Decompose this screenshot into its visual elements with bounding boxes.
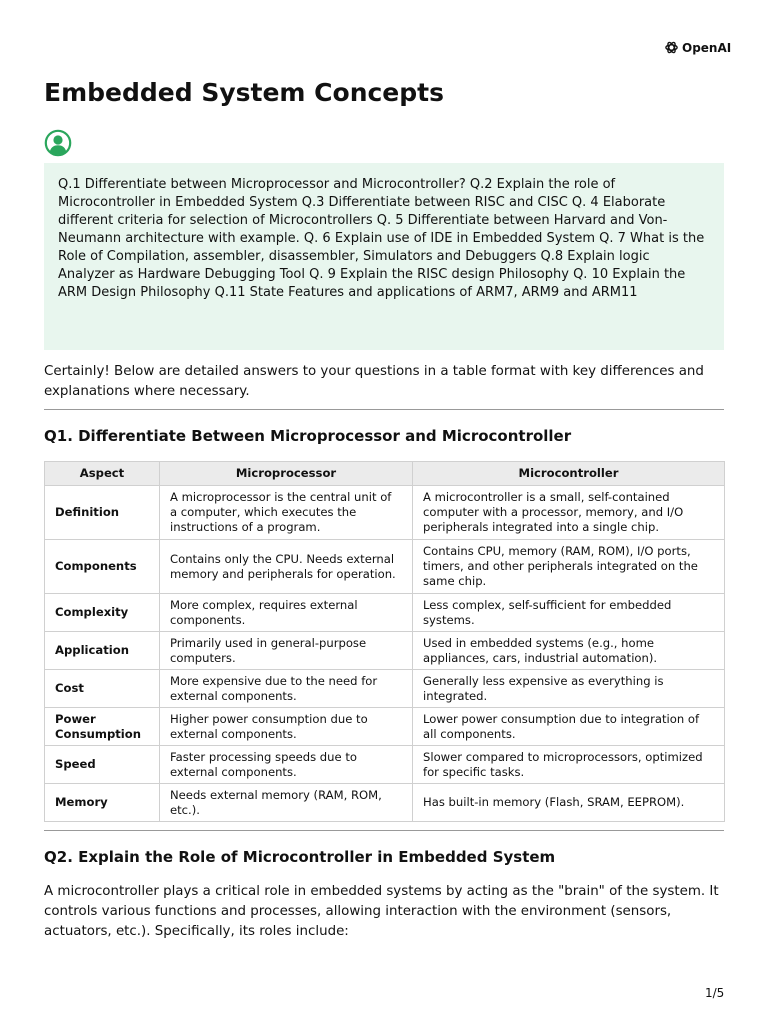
brand-name: OpenAI bbox=[682, 40, 732, 55]
aspect-cell: Power Consumption bbox=[45, 708, 160, 746]
openai-logo-icon bbox=[664, 40, 679, 55]
microcontroller-cell: Generally less expensive as everything is integrated. bbox=[413, 670, 725, 708]
aspect-cell: Application bbox=[45, 632, 160, 670]
section-heading-q1: Q1. Differentiate Between Microprocessor and Microcontroller bbox=[44, 427, 572, 445]
divider bbox=[44, 830, 724, 831]
microcontroller-cell: Has built-in memory (Flash, SRAM, EEPROM). bbox=[413, 784, 725, 822]
user-prompt: Q.1 Differentiate between Microprocessor and Microcontroller? Q.2 Explain the role of Microcontroller in Embedded System Q.3 Differentiate between RISC and CISC Q. 4 Elaborate different criteria for selection of Microcontrollers Q. 5 Differentiate between Harvard and Von-Neumann architecture with example. Q. 6 Explain use of IDE in Embedded System Q. 7 What is the Role of Compilation, assembler, disassembler, Simulators and Debuggers Q.8 Explain logic Analyzer as Hardware Debugging Tool Q. 9 Explain the RISC design Philosophy Q. 10 Explain the ARM Design Philosophy Q.11 State Features and applications of ARM7, ARM9 and ARM11 bbox=[44, 163, 724, 350]
aspect-cell: Memory bbox=[45, 784, 160, 822]
table-row bbox=[45, 594, 725, 632]
table-header-row bbox=[45, 462, 725, 486]
microprocessor-cell: Faster processing speeds due to external components. bbox=[160, 746, 413, 784]
microcontroller-cell: Contains CPU, memory (RAM, ROM), I/O ports, timers, and other peripherals integrated on the same chip. bbox=[413, 540, 725, 594]
section-heading-q2: Q2. Explain the Role of Microcontroller in Embedded System bbox=[44, 848, 556, 866]
column-header: Microcontroller bbox=[413, 462, 725, 486]
microprocessor-cell: Primarily used in general-purpose computers. bbox=[160, 632, 413, 670]
intro-text: Certainly! Below are detailed answers to your questions in a table format with key differences and explanations where necessary. bbox=[44, 364, 704, 399]
table-row bbox=[45, 784, 725, 822]
table-row bbox=[45, 708, 725, 746]
microcontroller-cell: Lower power consumption due to integration of all components. bbox=[413, 708, 725, 746]
microcontroller-cell: A microcontroller is a small, self-contained computer with a processor, memory, and I/O peripherals integrated into a single chip. bbox=[413, 486, 725, 540]
aspect-cell: Cost bbox=[45, 670, 160, 708]
column-header: Aspect bbox=[45, 462, 160, 486]
aspect-cell: Definition bbox=[45, 486, 160, 540]
page-title: Embedded System Concepts bbox=[44, 78, 444, 107]
table-row bbox=[45, 486, 725, 540]
column-header: Microprocessor bbox=[160, 462, 413, 486]
table-row bbox=[45, 746, 725, 784]
page-number: 1/5 bbox=[705, 986, 725, 1000]
microprocessor-cell: Higher power consumption due to external components. bbox=[160, 708, 413, 746]
table-row bbox=[45, 670, 725, 708]
table-row bbox=[45, 540, 725, 594]
microcontroller-cell: Slower compared to microprocessors, optimized for specific tasks. bbox=[413, 746, 725, 784]
microprocessor-cell: More complex, requires external components. bbox=[160, 594, 413, 632]
section-paragraph: A microcontroller plays a critical role in embedded systems by acting as the "brain" of the system. It controls various functions and processes, allowing interaction with the environment (sensors, actuators, etc.). Specifically, its roles include: bbox=[44, 884, 719, 939]
comparison-table bbox=[44, 461, 725, 822]
aspect-cell: Complexity bbox=[45, 594, 160, 632]
microprocessor-cell: More expensive due to the need for external components. bbox=[160, 670, 413, 708]
microprocessor-cell: A microprocessor is the central unit of a computer, which executes the instructions of a program. bbox=[160, 486, 413, 540]
aspect-cell: Speed bbox=[45, 746, 160, 784]
user-avatar-icon bbox=[44, 129, 72, 157]
microcontroller-cell: Used in embedded systems (e.g., home appliances, cars, industrial automation). bbox=[413, 632, 725, 670]
microcontroller-cell: Less complex, self-sufficient for embedded systems. bbox=[413, 594, 725, 632]
microprocessor-cell: Contains only the CPU. Needs external memory and peripherals for operation. bbox=[160, 540, 413, 594]
table-row bbox=[45, 632, 725, 670]
openai-logo bbox=[664, 40, 731, 55]
microprocessor-cell: Needs external memory (RAM, ROM, etc.). bbox=[160, 784, 413, 822]
divider bbox=[44, 409, 724, 410]
aspect-cell: Components bbox=[45, 540, 160, 594]
